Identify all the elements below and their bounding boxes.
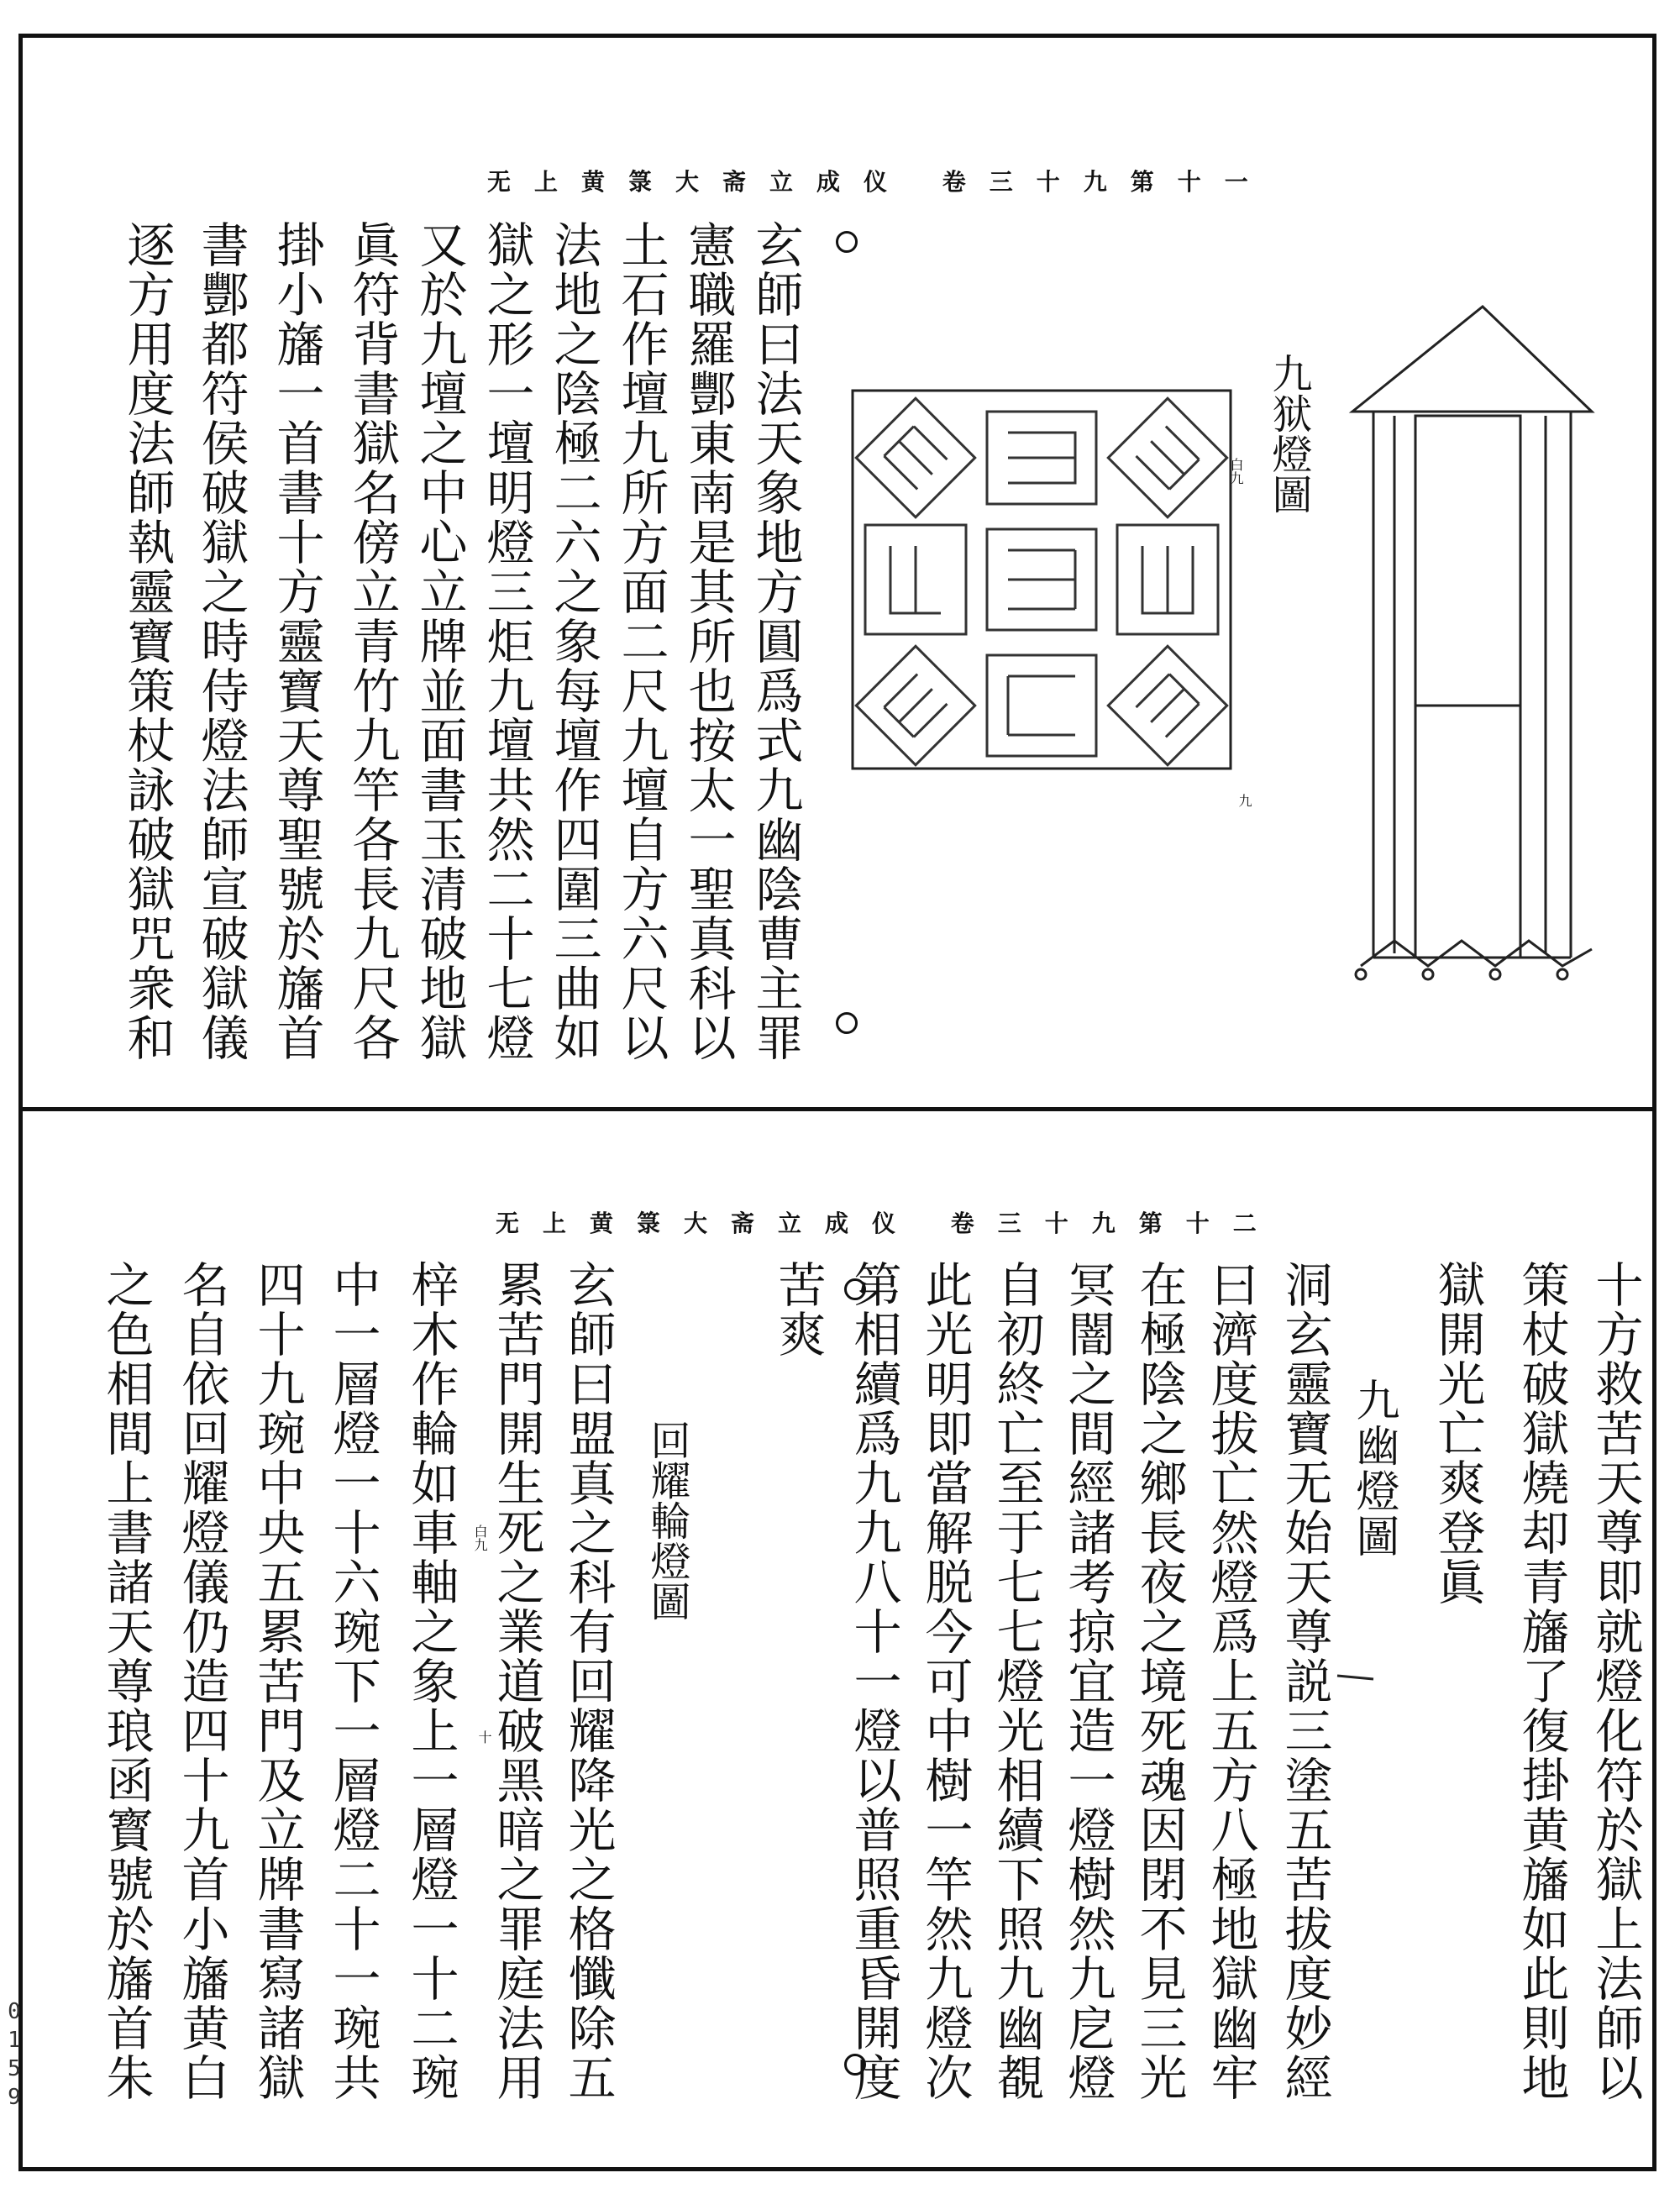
bottom-text-column: 十方救苦天尊即就燈化符於獄上法師以 (1588, 1260, 1643, 2102)
figure-annotation: 白九 (472, 1525, 488, 1551)
bottom-text-column: 洞玄靈寶无始天尊説三塗五苦拔度妙經 (1277, 1260, 1332, 2102)
figure-annotation: 九 (1236, 794, 1252, 807)
top-text-column: 土石作壇九所方面二尺九壇自方六尺以 (613, 220, 669, 1063)
bottom-text-column: 曰濟度拔亡然燈爲上五方八極地獄幽牢 (1203, 1260, 1258, 2102)
figure-title: 九狱燈圖 (1265, 353, 1312, 514)
circle-marker (844, 2054, 866, 2076)
top-text-column: 又於九壇之中心立牌並面書玉清破地獄 (412, 220, 467, 1063)
section-heading: 九幽燈圖 (1348, 1378, 1399, 1559)
section-divider (18, 1107, 1656, 1111)
figure-annotation: 白九 (1228, 458, 1244, 485)
top-running-header: 无上黄箓大斋立成仪 卷三十九第十一 (487, 168, 1272, 196)
bottom-text-column: 獄開光亡爽登眞 (1430, 1260, 1485, 1607)
bottom-text-column: 玄師曰盟真之科有回耀降光之格懺除五 (560, 1260, 616, 2102)
bottom-text-column: 自初終亡至于七七燈光相續下照九幽覩 (989, 1260, 1044, 2102)
figure-title: 回耀輪燈圖 (643, 1420, 690, 1621)
figure-annotation: 十 (476, 1730, 492, 1744)
bottom-text-column: 苦爽 (770, 1260, 826, 1359)
circle-marker (844, 1278, 866, 1300)
top-text-column: 書酆都符侯破獄之時侍燈法師宣破獄儀 (193, 220, 249, 1063)
top-text-column: 獄之形一壇明燈三炬九壇共然二十七燈 (479, 220, 534, 1063)
dash-mark (1336, 1667, 1378, 1684)
bottom-text-column: 梓木作輪如車軸之象上一層燈一十二琬 (403, 1260, 459, 2102)
top-text-column: 掛小旛一首書十方靈寶天尊聖號於旛首 (269, 220, 324, 1063)
top-text-column: 憲職羅酆東南是其所也按太一聖真科以 (680, 220, 736, 1063)
nine-prisons-lamp-diagram (848, 386, 1235, 773)
page-number: 0159 (2, 1999, 27, 2113)
bottom-text-column: 策杖破獄燒却青旛了復掛黄旛如此則地 (1514, 1260, 1569, 2102)
bottom-text-column: 此光明即當解脱今可中樹一竿然九燈次 (917, 1260, 973, 2102)
circle-marker (836, 231, 858, 253)
bottom-text-column: 名自依回耀燈儀仍造四十九首小旛黄白 (174, 1260, 229, 2102)
bottom-text-column: 四十九琬中央五累苦門及立牌書寫諸獄 (249, 1260, 305, 2102)
bottom-text-column: 累苦門開生死之業道破黑暗之罪庭法用 (489, 1260, 544, 2102)
bottom-text-column: 在極陰之鄉長夜之境死魂因閉不見三光 (1131, 1260, 1187, 2102)
bottom-running-header: 无上黄箓大斋立成仪 卷三十九第十二 (496, 1210, 1280, 1237)
bottom-text-column: 冥闇之間經諸考掠宜造一燈樹然九戹燈 (1060, 1260, 1116, 2102)
top-text-column: 法地之陰極二六之象每壇作四圍三曲如 (546, 220, 601, 1063)
circle-marker (836, 1012, 858, 1034)
bottom-text-column: 中一層燈一十六琬下一層燈二十一琬共 (325, 1260, 381, 2102)
top-text-column: 玄師曰法天象地方圓爲式九幽陰曹主罪 (748, 220, 803, 1063)
banner-canopy-drawing (1344, 302, 1604, 1000)
top-text-column: 眞符背書獄名傍立青竹九竿各長九尺各 (344, 220, 400, 1063)
bottom-text-column: 之色相間上書諸天尊琅函寳號於旛首朱 (98, 1260, 154, 2102)
top-text-column: 逐方用度法師執靈寶策杖詠破獄咒衆和 (119, 220, 175, 1063)
bottom-text-column: 第相續爲九九八十一燈以普照重昏開度 (846, 1260, 901, 2102)
